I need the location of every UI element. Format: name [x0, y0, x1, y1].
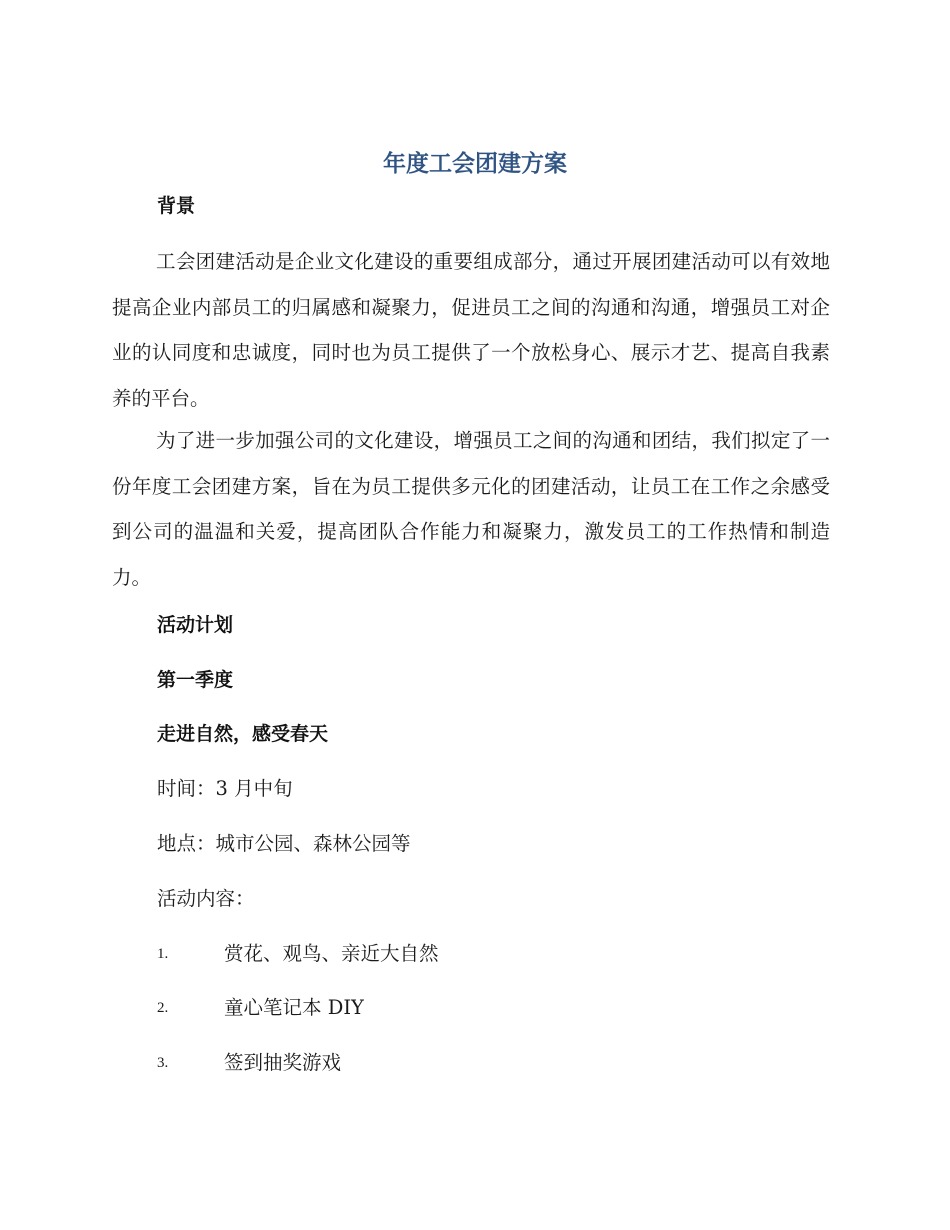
background-heading: 背景	[157, 195, 196, 217]
plan-heading: 活动计划	[157, 614, 234, 636]
activity-heading: 走进自然，感受春天	[157, 723, 329, 745]
background-paragraph-1: 工会团建活动是企业文化建设的重要组成部分，通过开展团建活动可以有效地提高企业内部员工的归属感和凝聚力，促进员工之间的沟通和沟通，增强员工对企业的认同度和忠诚度，同时也为员工提供了一个放松身心、展示才艺、提高自我素养的平台。	[112, 250, 830, 410]
document-title: 年度工会团建方案	[383, 151, 567, 177]
list-item-text: 赏花、观鸟、亲近大自然	[224, 942, 439, 965]
quarter-heading: 第一季度	[157, 669, 234, 691]
place-line: 地点：城市公园、森林公园等	[157, 832, 411, 855]
time-line: 时间：3 月中旬	[157, 777, 293, 800]
list-item-text: 童心笔记本 DIY	[224, 996, 364, 1019]
background-paragraph-2: 为了进一步加强公司的文化建设，增强员工之间的沟通和团结，我们拟定了一份年度工会团建方案，旨在为员工提供多元化的团建活动，让员工在工作之余感受到公司的温温和关爱，提高团队合作能力和凝聚力，激发员工的工作热情和制造力。	[112, 429, 830, 589]
content-label: 活动内容：	[157, 887, 255, 910]
list-item-text: 签到抽奖游戏	[224, 1051, 342, 1074]
list-item-number: 2.	[157, 1000, 169, 1016]
list-item-number: 1.	[157, 946, 169, 962]
list-item-number: 3.	[157, 1055, 169, 1071]
